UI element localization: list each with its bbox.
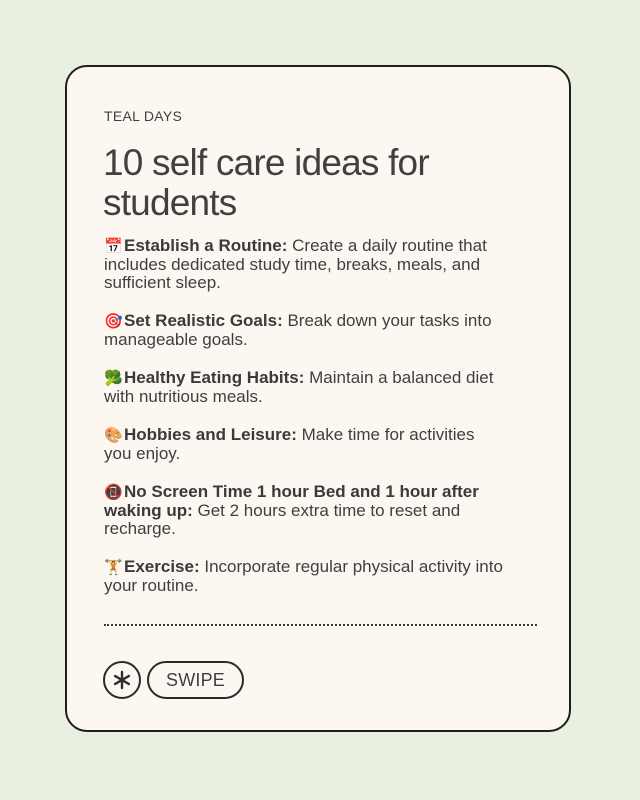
tip-heading: No Screen Time 1 hour Bed and 1 hour after waking up: <box>104 482 479 520</box>
tip-body: Create a daily routine that includes dedicated study time, breaks, meals, and sufficient sleep. <box>104 236 487 292</box>
tip-body: Maintain a balanced diet with nutritious meals. <box>104 368 494 406</box>
tip-heading: Establish a Routine: <box>124 236 288 255</box>
tip-body: Make time for activities you enjoy. <box>104 425 475 463</box>
dotted-divider <box>104 624 537 626</box>
target-icon: 🎯 <box>104 313 123 330</box>
tip-heading: Healthy Eating Habits: <box>124 368 305 387</box>
tip-body: Incorporate regular physical activity into your routine. <box>104 557 503 595</box>
palette-icon: 🎨 <box>104 427 123 444</box>
broccoli-icon: 🥦 <box>104 370 123 387</box>
tip-item-exercise <box>104 558 504 595</box>
tip-item-eating <box>104 369 504 406</box>
calendar-icon: 📅 <box>104 238 123 255</box>
asterisk-button[interactable] <box>103 661 141 699</box>
tip-item-screen-time <box>104 483 504 538</box>
tip-body: Get 2 hours extra time to reset and recharge. <box>104 501 461 538</box>
tip-heading: Hobbies and Leisure: <box>124 425 297 444</box>
asterisk-icon <box>112 670 132 690</box>
tip-body: Break down your tasks into manageable goals. <box>104 311 492 349</box>
phone-off-icon: 📵 <box>104 484 123 501</box>
brand-label: TEAL DAYS <box>104 108 183 124</box>
tip-item-goals <box>104 312 504 349</box>
tips-list <box>104 237 504 615</box>
tip-heading: Set Realistic Goals: <box>124 311 283 330</box>
tip-item-routine <box>104 237 504 292</box>
swipe-button[interactable]: SWIPE <box>147 661 244 699</box>
page-title: 10 self care ideas for students <box>103 142 429 223</box>
tip-heading: Exercise: <box>124 557 200 576</box>
tip-item-hobbies <box>104 426 504 463</box>
content-card <box>65 65 571 732</box>
weightlifter-icon: 🏋 <box>104 559 123 576</box>
